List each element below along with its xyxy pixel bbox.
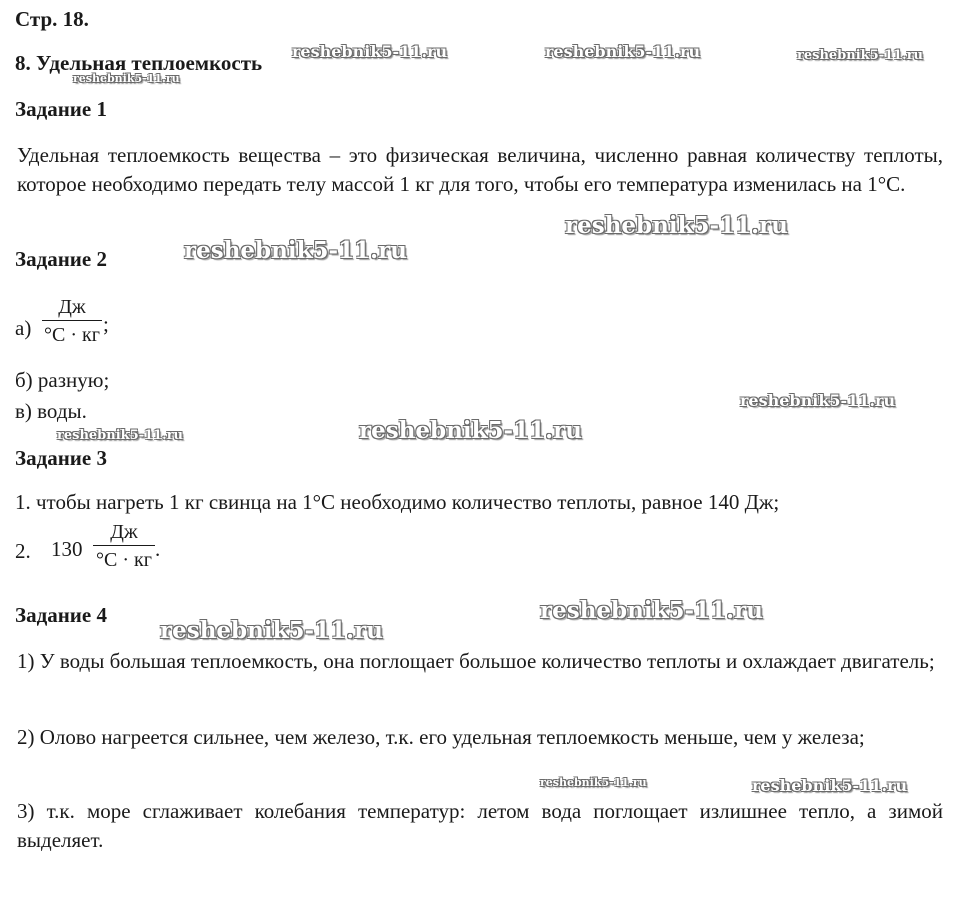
task2-a-suffix: ; — [103, 312, 109, 336]
task3-item2-fraction — [93, 520, 155, 572]
watermark: reshebnik5-11.ru — [540, 597, 763, 624]
task2-a-numerator: Дж — [58, 296, 86, 318]
watermark: reshebnik5-11.ru — [740, 391, 896, 410]
task3-item2-numerator: Дж — [110, 521, 138, 543]
watermark: reshebnik5-11.ru — [292, 42, 448, 61]
task2-a-label: а) — [15, 316, 32, 340]
watermark: reshebnik5-11.ru — [752, 776, 908, 795]
task2-a-denominator: °С · кг — [44, 324, 100, 346]
watermark: reshebnik5-11.ru — [359, 417, 582, 444]
task4-item3: 3) т.к. море сглаживает колебания температур: летом вода поглощает излишнее тепло, а зимой выделяет. — [17, 799, 943, 852]
watermark: reshebnik5-11.ru — [57, 428, 184, 443]
task3-heading: Задание 3 — [15, 446, 107, 470]
task1-text: Удельная теплоемкость вещества – это физическая величина, численно равная количеству теплоты, которое необходимо передать телу массой 1 кг для того, чтобы его температура изменилась на 1°С. — [17, 143, 943, 196]
task3-item2-suffix: . — [155, 537, 161, 561]
task3-item2-number: 2. — [15, 539, 31, 563]
fraction-bar — [93, 545, 155, 546]
task3-item2-value: 130 — [51, 537, 83, 561]
task3-item1: 1. чтобы нагреть 1 кг свинца на 1°С необходимо количество теплоты, равное 140 Дж; — [15, 490, 780, 514]
task4-item1: 1) У воды большая теплоемкость, она поглощает большое количество теплоты и охлаждает двигатель; — [17, 649, 935, 673]
watermark: reshebnik5-11.ru — [540, 776, 647, 789]
watermark: reshebnik5-11.ru — [184, 237, 407, 264]
watermark: reshebnik5-11.ru — [797, 48, 924, 63]
task4-item2: 2) Олово нагреется сильнее, чем железо, т.к. его удельная теплоемкость меньше, чем у железа; — [17, 725, 865, 749]
fraction-bar — [42, 320, 102, 321]
task2-b: б) разную; — [15, 368, 110, 392]
watermark: reshebnik5-11.ru — [565, 212, 788, 239]
task4-heading: Задание 4 — [15, 603, 107, 627]
task2-a-fraction — [42, 295, 102, 347]
task1-heading: Задание 1 — [15, 97, 107, 121]
page-number: Стр. 18. — [15, 7, 89, 31]
watermark: reshebnik5-11.ru — [73, 72, 180, 85]
watermark: reshebnik5-11.ru — [160, 617, 383, 644]
task2-heading: Задание 2 — [15, 247, 107, 271]
section-title: 8. Удельная теплоемкость — [15, 51, 263, 75]
task3-item2-denominator: °С · кг — [96, 549, 152, 571]
task2-v: в) воды. — [15, 399, 87, 423]
watermark: reshebnik5-11.ru — [545, 42, 701, 61]
